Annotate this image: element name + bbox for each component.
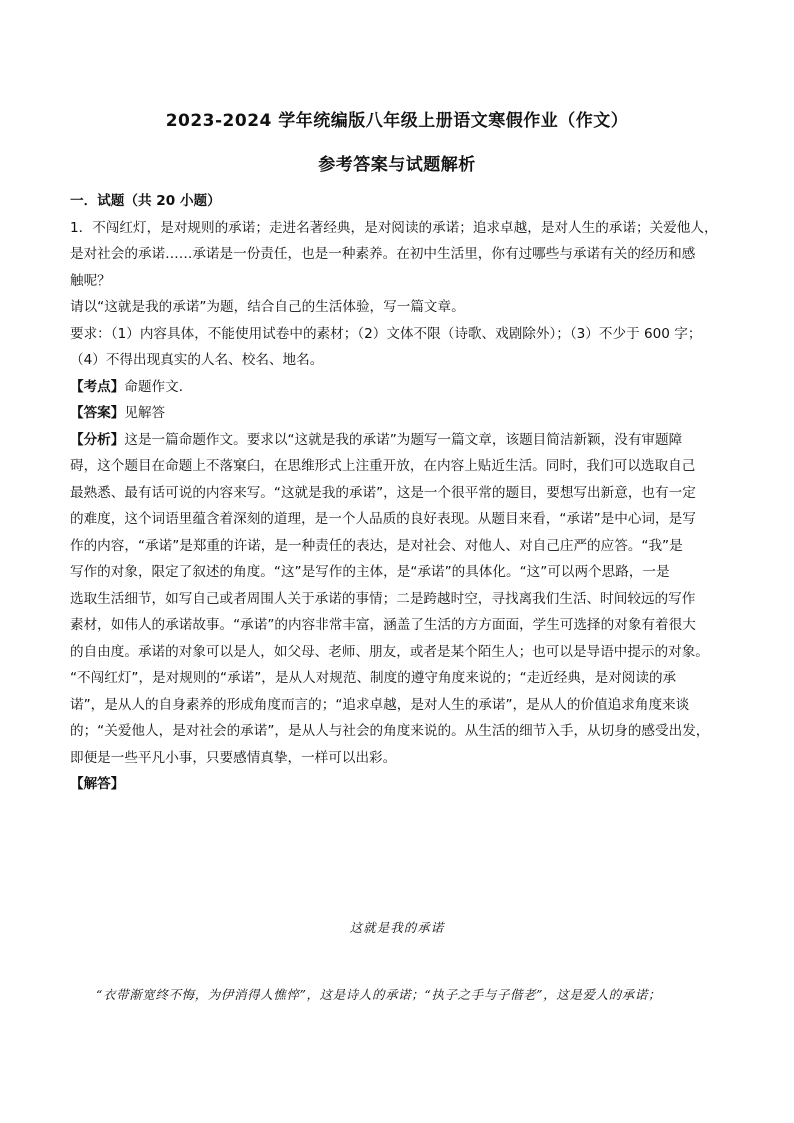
analysis-line: 诺”，是从人的自身素养的形成角度而言的；“追求卓越，是对人生的承诺”，是从人的价值追求角度来谈 [70,696,690,713]
essay-first-line: “衣带渐宽终不悔，为伊消得人憔悴”，这是诗人的承诺；“执子之手与子偕老”，这是爱人的承诺； [96,987,662,1002]
question-prompt-line: 是对社会的承诺……承诺是一份责任，也是一种素养。在初中生活里，你有过哪些与承诺有关的经历和感 [70,246,696,262]
kaodian-row [70,374,730,401]
essay-title: 这就是我的承诺 [349,920,445,935]
analysis-line: 选取生活细节，如写自己或者周围人关于承诺的事情；二是跨越时空，寻找离我们生活、时间较远的写作 [70,590,696,607]
analysis-line: 作的内容，“承诺”是郑重的许诺，是一种责任的表达，是对社会、对他人、对自己庄严的应答。“我”是 [70,537,683,554]
page-subtitle: 参考答案与试题解析 [318,155,476,175]
analysis-line: 即便是一些平凡小事，只要感情真挚，一样可以出彩。 [70,749,397,766]
analysis-line [70,427,730,454]
analysis-line: 的自由度。承诺的对象可以是人，如父母、老师、朋友，或者是某个陌生人；也可以是导语中提示的对象。 [70,643,709,660]
question-requirements-line: 要求：（1）内容具体，不能使用试卷中的素材；（2）文体不限（诗歌、戏剧除外）；（3）不少于 600 字； [70,325,702,342]
question-prompt-line: 触呢？ [70,272,111,289]
analysis-line: 碍，这个题目在命题上不落窠臼，在思维形式上注重开放，在内容上贴近生活。同时，我们可以选取自己 [70,458,696,474]
analysis-line: 最熟悉、最有话可说的内容来写。“这就是我的承诺”，这是一个很平常的题目，要想写出新意，也有一定 [70,484,696,501]
analysis-line: 的难度，这个词语里蕴含着深刻的道理，是一个人品质的良好表现。从题目来看，“承诺”是中心词，是写 [70,511,696,527]
analysis-line: 素材，如伟人的承诺故事。“承诺”的内容非常丰富，涵盖了生活的方方面面，学生可选择的对象有着很大 [70,617,696,633]
section-heading: 一．试题（共 20 小题） [70,193,221,209]
solution-label: 【解答】 [70,776,125,792]
analysis-text: 这是一篇命题作文。要求以“这就是我的承诺”为题写一篇文章，该题目简洁新颖，没有审题障 [124,431,683,448]
page-title: 2023-2024 学年统编版八年级上册语文寒假作业（作文） [165,111,629,131]
answer-label: 【答案】 [70,405,125,421]
question-instruction: 请以“这就是我的承诺”为题，结合自己的生活体验，写一篇文章。 [70,299,465,315]
kaodian-label: 【考点】 [70,378,125,395]
answer-row [70,400,730,427]
document-body [70,188,730,798]
analysis-line: 的；“关爱他人，是对社会的承诺”，是从人与社会的角度来说的。从生活的细节入手，从切身的感受出发， [70,723,710,739]
kaodian-text: 命题作文． [124,378,193,395]
answer-text: 见解答 [124,405,166,421]
analysis-label: 【分析】 [70,431,125,448]
question-prompt-line: 1．不闯红灯，是对规则的承诺；走进名著经典，是对阅读的承诺；追求卓越，是对人生的承诺；关爱他人， [70,219,718,236]
analysis-line: 写作的对象，限定了叙述的角度。“这”是写作的主体，是“承诺”的具体化。“这”可以两个思路，一是 [70,564,670,580]
analysis-line: “不闯红灯”，是对规则的“承诺”，是从人对规范、制度的遵守角度来说的；“走近经典，是对阅读的承 [70,670,677,686]
question-requirements-line: （4）不得出现真实的人名、校名、地名。 [70,352,324,368]
